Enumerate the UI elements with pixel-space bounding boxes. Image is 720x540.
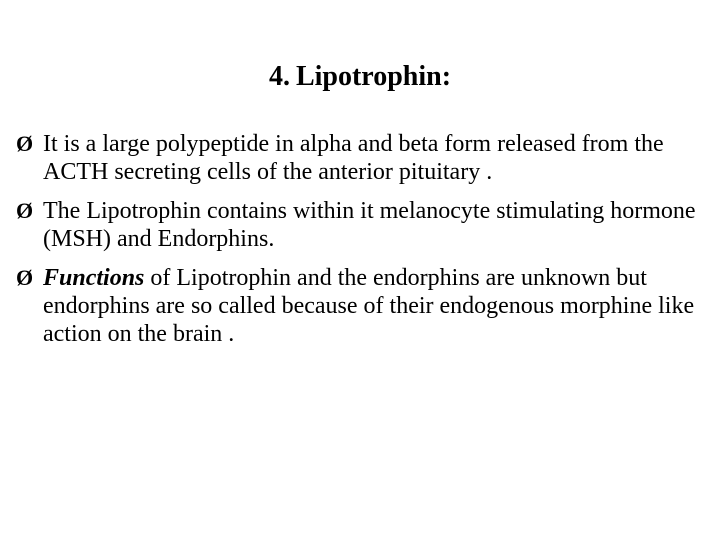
bullet-list bbox=[16, 130, 706, 359]
bullet-item bbox=[16, 130, 706, 186]
bullet-emphasis: Functions bbox=[43, 265, 145, 291]
bullet-text: It is a large polypeptide in alpha and beta form released from the ACTH secreting cells of the anterior pituitary . bbox=[43, 131, 664, 185]
arrow-bullet-icon: Ø bbox=[16, 131, 34, 156]
arrow-bullet-icon: Ø bbox=[16, 198, 34, 223]
bullet-text: of Lipotrophin and the endorphins are unknown but endorphins are so called because of their endogenous morphine like action on the brain . bbox=[43, 265, 695, 347]
bullet-item bbox=[16, 264, 706, 348]
bullet-text: The Lipotrophin contains within it melanocyte stimulating hormone (MSH) and Endorphins. bbox=[43, 198, 696, 252]
slide-title bbox=[0, 57, 720, 97]
bullet-item bbox=[16, 197, 706, 253]
title-text: Lipotrophin: bbox=[295, 61, 452, 92]
arrow-bullet-icon: Ø bbox=[16, 265, 34, 290]
title-number: 4. bbox=[268, 61, 290, 92]
